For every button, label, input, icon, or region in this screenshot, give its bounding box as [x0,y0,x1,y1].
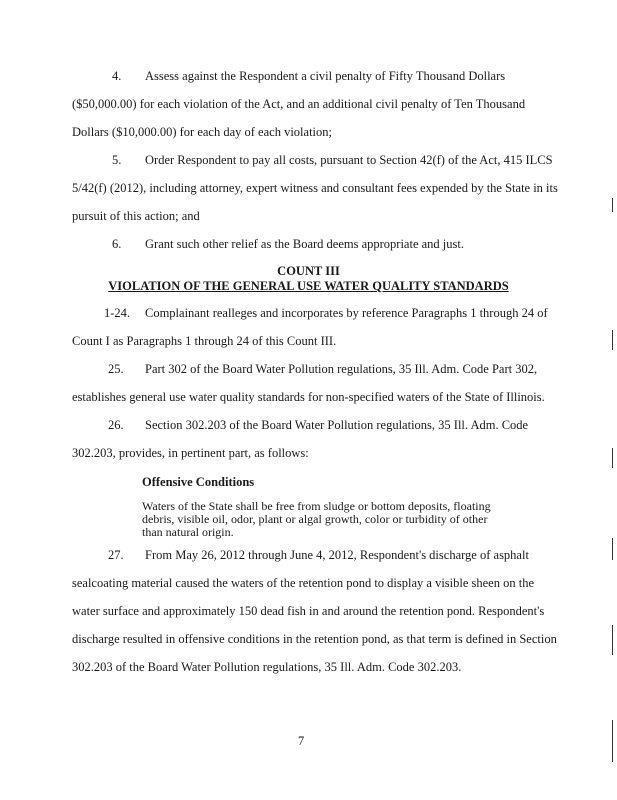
paragraph-25-line-1: Part 302 of the Board Water Pollution regulations, 35 Ill. Adm. Code Part 302, [145,362,538,376]
paragraph-26-line-2: 302.203, provides, in pertinent part, as follows: [72,446,309,460]
paragraph-1-24-line-2: Count I as Paragraphs 1 through 24 of this Count III. [72,334,337,348]
paragraph-27-line-2: sealcoating material caused the waters of the retention pond to display a visible sheen on the [72,576,535,590]
paragraph-26-line-1: Section 302.203 of the Board Water Pollution regulations, 35 Ill. Adm. Code [145,418,529,432]
paragraph-5-line-1: Order Respondent to pay all costs, pursuant to Section 42(f) of the Act, 415 ILCS [145,153,553,167]
paragraph-27-line-4: discharge resulted in offensive conditions in the retention pond, as that term is defined in Section [72,632,557,646]
paragraph-1-24-number: 1-24. [104,306,131,320]
paragraph-6-number: 6. [112,237,122,251]
paragraph-25-number: 25. [108,362,124,376]
paragraph-4-line-1: Assess against the Respondent a civil penalty of Fifty Thousand Dollars [145,69,506,83]
paragraph-6-line-1: Grant such other relief as the Board deems appropriate and just. [145,237,464,251]
quote-line-1: Waters of the State shall be free from sludge or bottom deposits, floating [142,499,491,513]
paragraph-5-number: 5. [112,153,122,167]
paragraph-27-line-5: 302.203 of the Board Water Pollution regulations, 35 Ill. Adm. Code 302.203. [72,660,462,674]
margin-mark [612,538,613,560]
margin-mark [612,448,613,468]
count-title: COUNT III [277,264,340,278]
paragraph-26-number: 26. [108,418,124,432]
margin-mark [612,720,613,762]
paragraph-27-line-3: water surface and approximately 150 dead fish in and around the retention pond. Respondent's [72,604,545,618]
paragraph-4-line-2: ($50,000.00) for each violation of the Act, and an additional civil penalty of Ten Thousand [72,97,526,111]
count-subtitle: VIOLATION OF THE GENERAL USE WATER QUALITY STANDARDS [108,279,509,293]
paragraph-5-line-2: 5/42(f) (2012), including attorney, expert witness and consultant fees expended by the State in its [72,181,558,195]
paragraph-27-line-1: From May 26, 2012 through June 4, 2012, Respondent's discharge of asphalt [145,548,529,562]
paragraph-27-number: 27. [108,548,124,562]
quote-line-3: than natural origin. [142,525,234,539]
margin-mark [612,330,613,350]
paragraph-4-line-3: Dollars ($10,000.00) for each day of each violation; [72,125,332,139]
quote-block [142,500,502,539]
paragraph-5-line-3: pursuit of this action; and [72,209,200,223]
paragraph-25-line-2: establishes general use water quality standards for non-specified waters of the State of Illinois. [72,390,545,404]
quote-line-2: debris, visible oil, odor, plant or algal growth, color or turbidity of other [142,512,488,526]
margin-mark [612,625,613,655]
paragraph-1-24-line-1: Complainant realleges and incorporates by reference Paragraphs 1 through 24 of [145,306,548,320]
paragraph-4-number: 4. [112,69,122,83]
quote-heading: Offensive Conditions [142,475,255,489]
page-number: 7 [298,734,305,748]
margin-mark [612,198,613,212]
